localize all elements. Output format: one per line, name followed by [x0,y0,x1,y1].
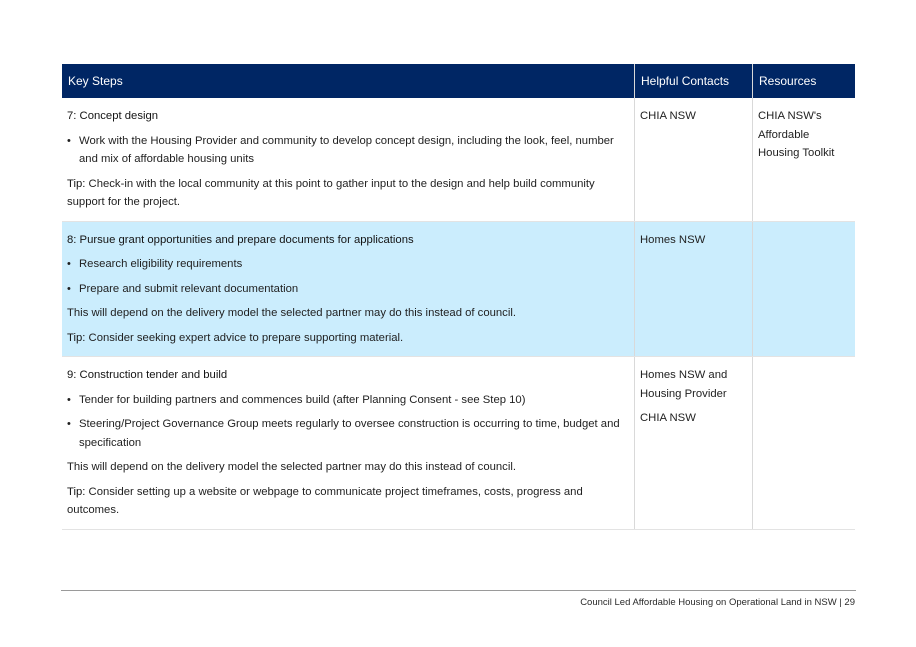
step-title: 9: Construction tender and build [67,369,228,381]
resources-cell [753,221,856,357]
bullet-list [67,132,629,169]
contacts-cell [635,98,753,221]
tip-paragraph [67,175,629,212]
header-key-steps: Key Steps [62,64,635,98]
contact-item: CHIA NSW [640,110,696,122]
tip-text: Check-in with the local community at this point to gather input to the design and help build community support for the project. [67,177,595,208]
contact-item: Homes NSW and Housing Provider [640,369,728,400]
resources-cell [753,98,856,221]
note-paragraph: This will depend on the delivery model the selected partner may do this instead of council. [67,307,516,319]
tip-text: Consider setting up a website or webpage to communicate project timeframes, costs, progress and outcomes. [67,485,583,516]
page-footer: Council Led Affordable Housing on Operational Land in NSW | 29 [580,597,855,608]
key-steps-table [62,64,855,530]
bullet-item: • Research eligibility requirements [67,255,629,274]
tip-label: Tip: [67,177,86,190]
contact-item: Homes NSW [640,233,706,246]
table-row [62,98,855,221]
step-title: 8: Pursue grant opportunities and prepare documents for applications [67,233,414,246]
note-paragraph: This will depend on the delivery model the selected partner may do this instead of council. [67,461,516,473]
resources-cell [753,357,856,530]
header-resources: Resources [753,64,856,98]
tip-text: Consider seeking expert advice to prepare supporting material. [85,331,404,344]
footer-divider [61,590,856,591]
contact-item: CHIA NSW [640,412,696,424]
bullet-list [67,391,629,453]
tip-label: Tip: [67,485,86,498]
step-title: 7: Concept design [67,110,159,122]
tip-paragraph [67,483,629,520]
bullet-item: • Work with the Housing Provider and community to develop concept design, including the look, feel, number and mix of affordable housing units [67,132,629,169]
key-steps-cell [62,98,635,221]
contacts-cell [635,221,753,357]
bullet-item: • Steering/Project Governance Group meets regularly to oversee construction is occurring to time, budget and specification [67,415,629,452]
contacts-cell [635,357,753,530]
tip-label: Tip: [67,331,86,344]
tip-paragraph [67,329,629,348]
bullet-item: • Prepare and submit relevant documentation [67,280,629,299]
header-helpful-contacts: Helpful Contacts [635,64,753,98]
resource-item: CHIA NSW's Affordable Housing Toolkit [758,110,835,159]
table-header-row [62,64,855,98]
table-row [62,357,855,530]
bullet-item: • Tender for building partners and commences build (after Planning Consent - see Step 10) [67,391,629,410]
table-row [62,221,855,357]
key-steps-cell [62,357,635,530]
bullet-list [67,255,629,298]
key-steps-cell [62,221,635,357]
